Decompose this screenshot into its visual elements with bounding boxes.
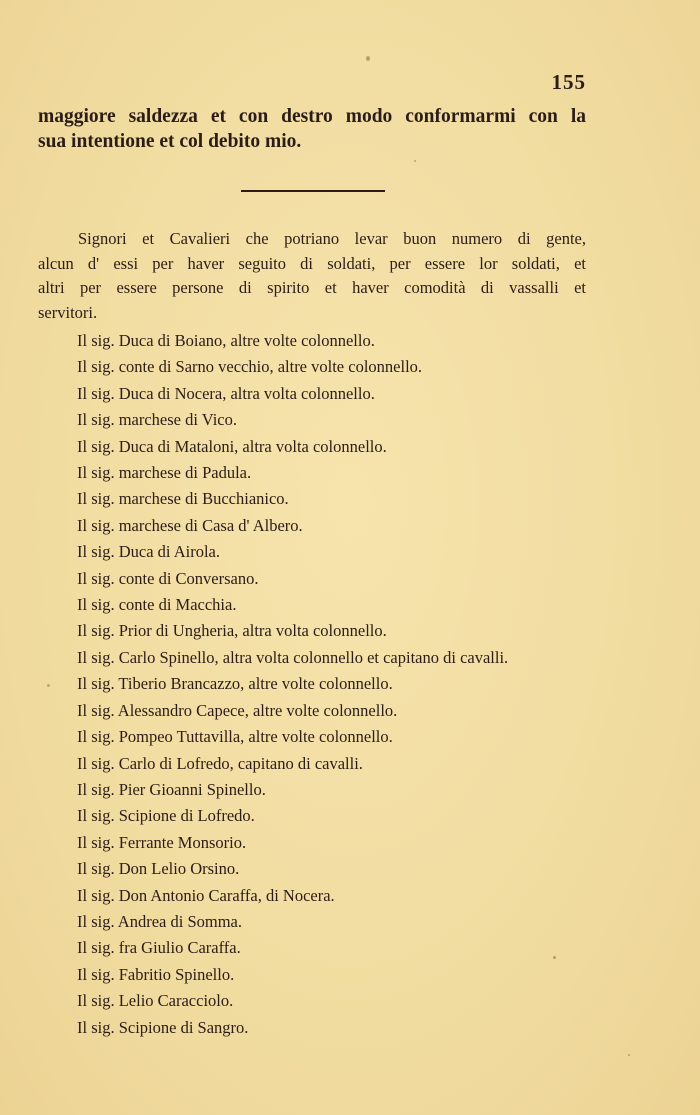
list-item: Il sig. Andrea di Somma. <box>77 911 242 931</box>
paragraph-line: sua intentione et col debito mio. <box>38 131 302 152</box>
page-number: 155 <box>551 70 586 94</box>
list-item: Il sig. Scipione di Lofredo. <box>77 806 255 826</box>
list-item: Il sig. Duca di Boiano, altre volte colonnello. <box>77 331 375 350</box>
list-item: Il sig. Pompeo Tuttavilla, altre volte colonnello. <box>77 727 393 747</box>
list-item: Il sig. marchese di Casa d' Albero. <box>77 515 303 535</box>
list-item: Il sig. Pier Gioanni Spinello. <box>77 779 266 799</box>
list-item: Il sig. conte di Macchia. <box>77 595 237 615</box>
list-item: Il sig. Carlo di Lofredo, capitano di cavalli. <box>77 753 363 773</box>
paper-speck <box>366 56 370 61</box>
list-item: Il sig. Tiberio Brancazzo, altre volte colonnello. <box>77 674 393 694</box>
paper-speck <box>47 684 50 687</box>
list-item: Il sig. Alessandro Capece, altre volte colonnello. <box>77 700 398 720</box>
section-divider <box>241 190 385 192</box>
intro-paragraph <box>38 227 586 325</box>
continuation-paragraph <box>38 104 586 154</box>
intro-line: Signori et Cavalieri che potriano levar buon numero di gente, <box>78 229 586 248</box>
list-item: Il sig. Duca di Mataloni, altra volta colonnello. <box>77 436 387 456</box>
intro-line: alcun d' essi per haver seguito di soldati, per essere lor soldati, et <box>38 253 586 273</box>
list-item: Il sig. Don Lelio Orsino. <box>77 859 240 879</box>
list-item: Il sig. Duca di Nocera, altra volta colonnello. <box>77 383 375 403</box>
intro-line: servitori. <box>38 302 98 322</box>
paragraph-line: maggiore saldezza et con destro modo conformarmi con la <box>38 106 586 127</box>
paper-speck <box>414 160 416 162</box>
list-item: Il sig. fra Giulio Caraffa. <box>77 938 241 958</box>
intro-line: altri per essere persone di spirito et haver comodità di vassalli et <box>38 278 586 297</box>
nobles-list <box>77 328 677 1041</box>
list-item: Il sig. Prior di Ungheria, altra volta colonnello. <box>77 621 387 641</box>
list-item: Il sig. Carlo Spinello, altra volta colonnello et capitano di cavalli. <box>77 647 509 667</box>
paper-speck <box>628 1054 630 1056</box>
list-item: Il sig. conte di Conversano. <box>77 568 259 588</box>
list-item: Il sig. Fabritio Spinello. <box>77 964 235 984</box>
list-item: Il sig. Ferrante Monsorio. <box>77 832 247 852</box>
list-item: Il sig. marchese di Bucchianico. <box>77 489 289 509</box>
list-item: Il sig. conte di Sarno vecchio, altre volte colonnello. <box>77 357 423 377</box>
list-item: Il sig. Scipione di Sangro. <box>77 1017 249 1037</box>
list-item: Il sig. Don Antonio Caraffa, di Nocera. <box>77 885 335 905</box>
list-item: Il sig. marchese di Padula. <box>77 463 252 483</box>
list-item: Il sig. Lelio Caracciolo. <box>77 991 234 1011</box>
list-item: Il sig. marchese di Vico. <box>77 410 237 430</box>
list-item: Il sig. Duca di Airola. <box>77 542 220 562</box>
